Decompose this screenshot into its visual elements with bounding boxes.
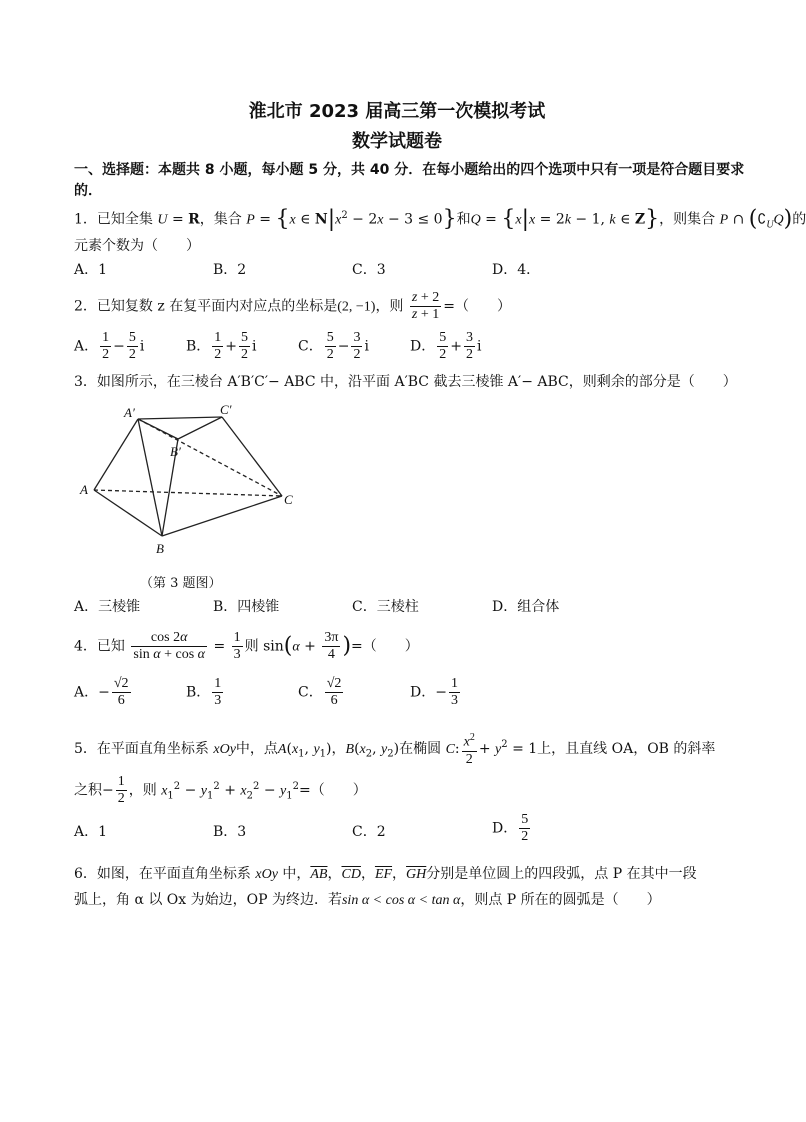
edge-a1c-hidden xyxy=(138,419,282,496)
vertex-label-a1: A′ xyxy=(124,405,135,420)
q3-option-b[interactable]: B．四棱锥 xyxy=(213,599,280,615)
vertex-label-c1: C′ xyxy=(220,402,232,417)
frustum-figure xyxy=(74,398,310,563)
exam-subtitle: 数学试题卷 xyxy=(352,131,442,152)
q4-option-c[interactable]: C． $\frac{√2}{6}$ xyxy=(298,676,342,708)
q3-option-a[interactable]: A．三棱锥 xyxy=(74,599,141,615)
question-3: 3．如图所示，在三棱台 A′B′C′− ABC 中，沿平面 A′BC 截去三棱锥 A′− ABC，则剩余的部分是（ ） xyxy=(74,374,737,390)
question-6: 6．如图，在平面直角坐标系 xOy 中，$\overline{AB}$，$\overline{CD}$，$\overline{EF}$，$\overline{GH}$分别是单位圆上的四段弧，点 P 在其中一段 xyxy=(74,866,697,882)
edge-ab xyxy=(94,490,162,536)
q5-option-d[interactable]: D． $\frac{5}{2}$ xyxy=(492,812,529,844)
q1-option-b[interactable]: B．2 xyxy=(213,262,247,278)
question-1-line2: 元素个数为（ ） xyxy=(74,238,200,254)
q5-option-b[interactable]: B．3 xyxy=(213,824,247,840)
question-5-line2: 之积− $\frac{1}{2}$ ，则 $x_1^2 - y_1^2 + x_2^2 - y_1^2=$（ ） xyxy=(74,774,367,806)
edge-a1b xyxy=(138,419,162,536)
exam-title: 淮北市 2023 届高三第一次模拟考试 xyxy=(248,101,546,122)
q2-option-a[interactable]: A． $\frac{1}{2}$ − $\frac{5}{2}$ i xyxy=(74,330,145,362)
vertex-label-a: A xyxy=(80,482,88,497)
edge-aa1 xyxy=(94,419,138,490)
q2-option-c[interactable]: C． $\frac{5}{2}$ − $\frac{3}{2}$ i xyxy=(298,330,369,362)
q5-option-a[interactable]: A．1 xyxy=(74,824,108,840)
edge-cc1 xyxy=(222,417,282,496)
section-heading: 一、选择题：本题共 8 小题，每小题 5 分，共 40 分．在每小题给出的四个选项中只有一项是符合题目要求 xyxy=(74,162,745,178)
question-2: 2．已知复数 z 在复平面内对应点的坐标是(2, −1)，则 $\frac{z + 2}{z + 1}$ =（ ） xyxy=(74,290,511,322)
q4-option-d[interactable]: D．− $\frac{1}{3}$ xyxy=(410,676,458,708)
question-4: 4．已知 $\frac{\cos 2\alpha}{\text{sin α + cos α}}$ = $\frac{1}{3}$ 则 sin(α + $\frac{3\pi}{4}$ )=（ ） xyxy=(74,630,419,662)
edge-ac-hidden xyxy=(94,490,282,496)
q1-option-d[interactable]: D．4． xyxy=(492,262,541,278)
q3-option-c[interactable]: C．三棱柱 xyxy=(352,599,419,615)
vertex-label-b: B xyxy=(156,541,164,556)
edge-a1c1 xyxy=(138,417,222,419)
question-6-line2: 弧上，角 α 以 Ox 为始边，OP 为终边．若sin α < cos α < tan α，则点 P 所在的圆弧是（ ） xyxy=(74,892,661,908)
q5-option-c[interactable]: C．2 xyxy=(352,824,386,840)
q1-option-c[interactable]: C．3 xyxy=(352,262,386,278)
vertex-label-c: C xyxy=(284,492,293,507)
edge-bc xyxy=(162,496,282,536)
figure-caption: （第 3 题图） xyxy=(140,576,222,591)
q1-option-a[interactable]: A．1 xyxy=(74,262,108,278)
question-1: 1．已知全集 U = R，集合 P = {x ∈ $N|x^2 - 2x - 3 \le 0$}和Q = {x|x = 2k − 1, k ∈ Z}，则集合 P ∩ $(∁_UQ)$的 xyxy=(74,206,806,232)
q2-option-d[interactable]: D． $\frac{5}{2}$ + $\frac{3}{2}$ i xyxy=(410,330,482,362)
q3-option-d[interactable]: D．组合体 xyxy=(492,599,560,615)
q4-option-b[interactable]: B． $\frac{1}{3}$ xyxy=(186,676,222,708)
question-5: 5．在平面直角坐标系 xOy中，点$A(x_1$, $y_1$)，$B(x_2$, $y_2$)在椭圆 C: $\frac{x^2}{2}$ + $y^2 = 1$上，且直线 OA，OB 的斜率 xyxy=(74,732,716,767)
q2-option-b[interactable]: B． $\frac{1}{2}$ + $\frac{5}{2}$ i xyxy=(186,330,257,362)
vertex-label-b1: B′ xyxy=(170,444,181,459)
q4-option-a[interactable]: A．− $\frac{√2}{6}$ xyxy=(74,676,129,708)
edge-b1c1 xyxy=(178,417,222,439)
section-heading-cont: 的． xyxy=(74,183,102,199)
